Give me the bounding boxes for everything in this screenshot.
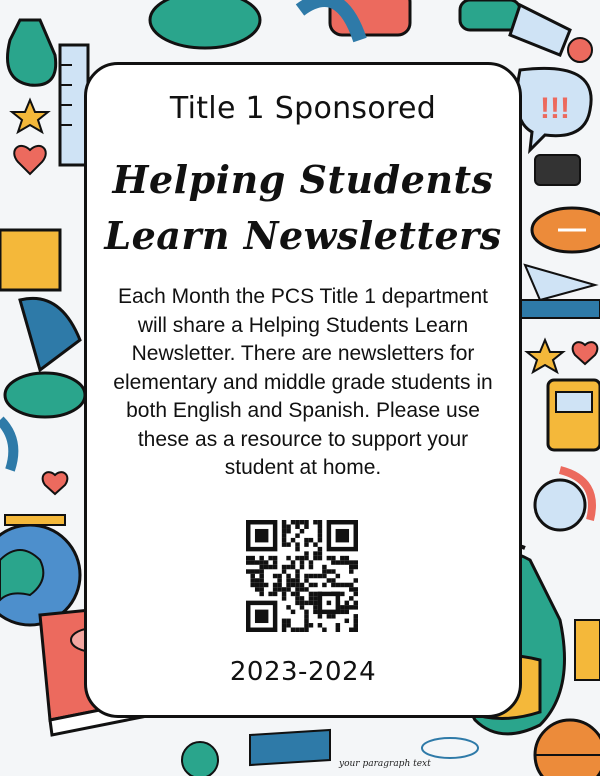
star-icon [12, 100, 48, 132]
body-line: student at home. [224, 456, 382, 479]
body-line: these as a resource to support your [137, 427, 469, 451]
globe-icon [0, 515, 80, 625]
placeholder-credit-text: your paragraph text [339, 759, 431, 769]
sponsor-heading: Title 1 Sponsored [169, 91, 437, 126]
qr-code-icon[interactable] [246, 520, 358, 632]
heart-icon [14, 146, 46, 174]
speech-bubble-icon [517, 68, 591, 150]
flask-icon [8, 20, 56, 85]
body-line: will share a Helping Students Learn [137, 313, 469, 337]
body-line: Newsletter. There are newsletters for [131, 342, 475, 365]
title-line-1: Helping Students [112, 157, 494, 202]
football-icon [532, 208, 600, 252]
body-line: elementary and middle grade students in [113, 370, 493, 394]
paper-plane-icon [525, 265, 595, 300]
basketball-icon [535, 720, 600, 776]
body-line: Each Month the PCS Title 1 department [117, 285, 489, 308]
school-year: 2023-2024 [229, 657, 377, 687]
body-paragraph [93, 283, 513, 483]
body-line: both English and Spanish. Please use [126, 399, 480, 422]
svg-text:!!!: !!! [540, 92, 570, 125]
title-line-2: Learn Newsletters [104, 213, 502, 258]
newsletter-card [84, 62, 522, 769]
